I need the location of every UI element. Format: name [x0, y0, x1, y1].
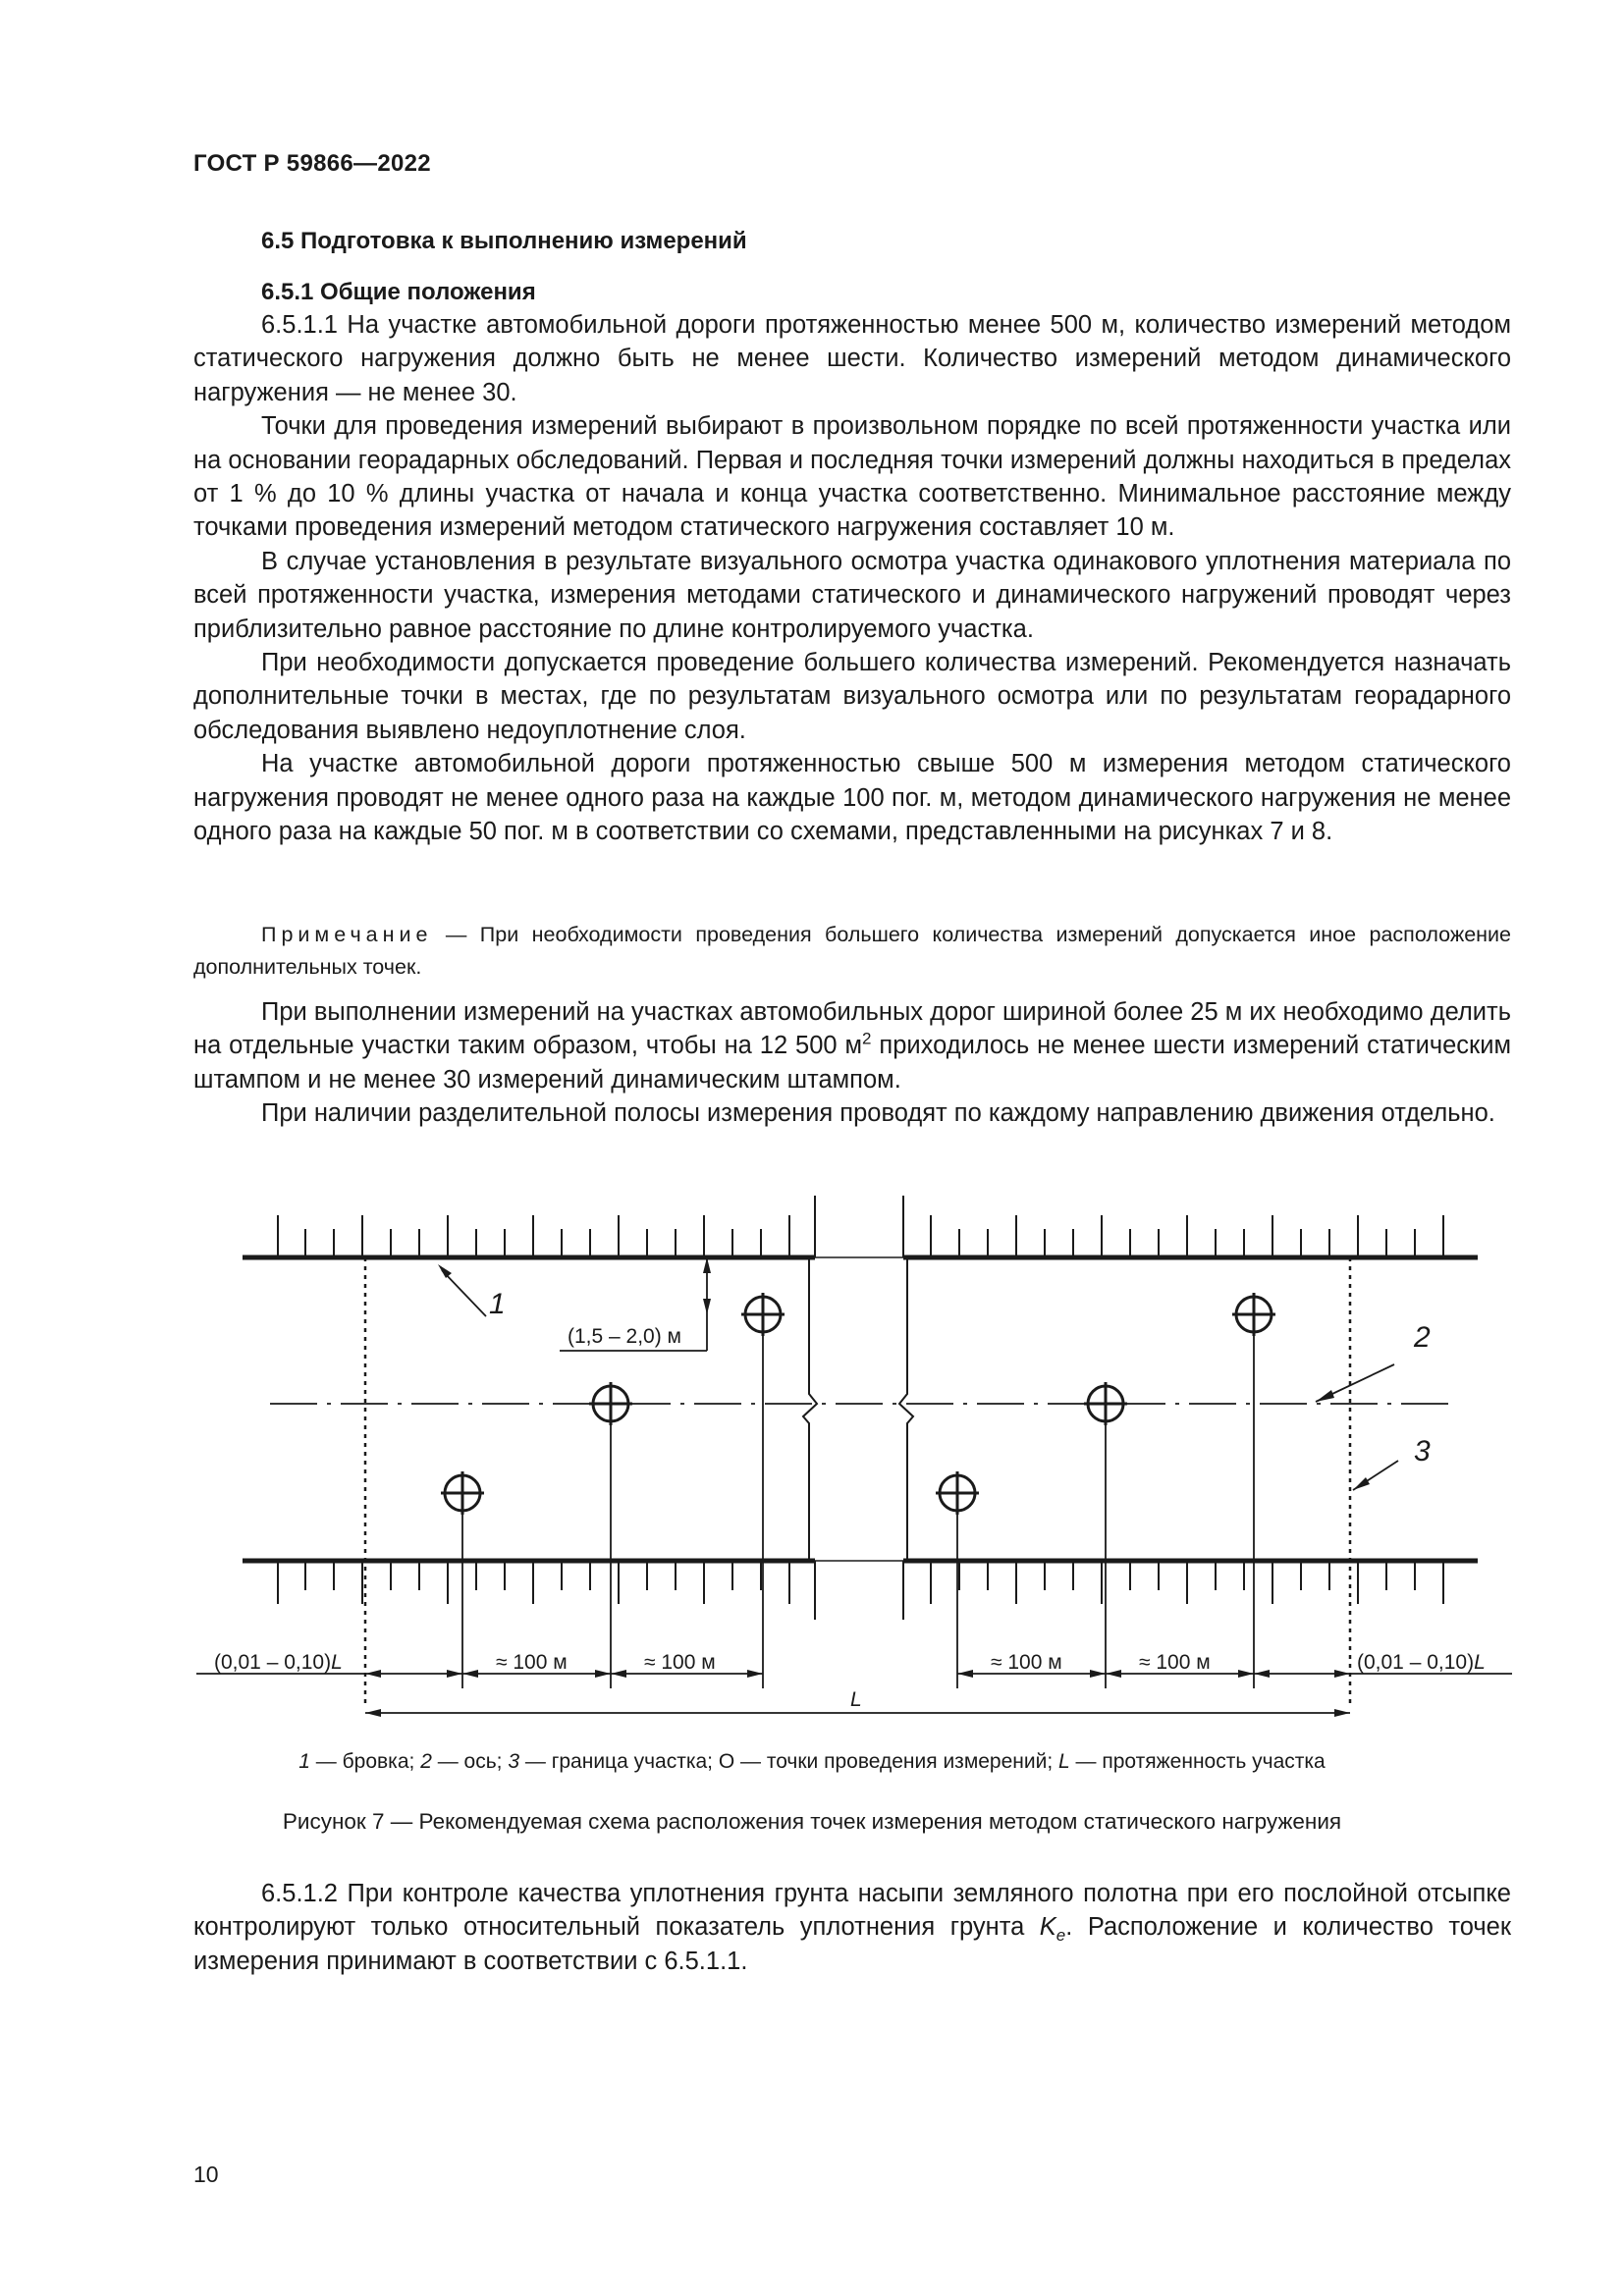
figure-legend: 1 — бровка; 2 — ось; 3 — граница участка; О — точки проведения измерений; L — протяженность участка [298, 1750, 1326, 1773]
paragraph-6-5-1-2: 6.5.1.2 При контроле качества уплотнения грунта насыпи земляного полотна при его послойной отсыпке контролируют только относительный показатель уплотнения грунта $K_e$. Расположение и количество точек измерения принимают в соответствии с 6.5.1.1. [193, 1880, 1511, 1975]
edge-left-label: (0,01 – 0,10)L [214, 1651, 343, 1674]
note-label: Примечание [261, 923, 433, 946]
offset-label: (1,5 – 2,0) м [568, 1325, 681, 1348]
paragraph-additional: При необходимости допускается проведение большего количества измерений. Рекомендуется назначать дополнительные точки в местах, где по результатам визуального осмотра или по результатам георадарного обследования выявлено недоуплотнение слоя. [193, 649, 1511, 744]
ticks-bottom [278, 1561, 1443, 1620]
edge-right-label: (0,01 – 0,10)L [1357, 1651, 1486, 1674]
paragraph-uniform: В случае установления в результате визуального осмотра участка одинакового уплотнения материала по всей протяженности участка, измерения методами статического и динамического нагружений проводят через приблизительно равное расстояние по длине контролируемого участка. [193, 547, 1511, 643]
note-text: — При необходимости проведения большего количества измерений допускается иное расположение дополнительных точек. [193, 923, 1511, 979]
page-number: 10 [193, 2162, 219, 2187]
ticks-top [278, 1196, 1443, 1257]
subsection-title: 6.5.1 Общие положения [261, 279, 536, 305]
spacing-label-3: ≈ 100 м [991, 1651, 1062, 1674]
label-3: 3 [1414, 1435, 1431, 1468]
paragraph-6-5-1-1: 6.5.1.1 На участке автомобильной дороги протяженностью менее 500 м, количество измерений методом статического нагружения должно быть не менее шести. Количество измерений методом динамического нагружения — не менее 30. [193, 311, 1511, 406]
paragraph-long-section: На участке автомобильной дороги протяженностью свыше 500 м измерения методом статического нагружения проводят не менее одного раза на каждые 100 пог. м, методом динамического нагружения не менее одного раза на каждые 50 пог. м в соответствии со схемами, представленными на рисунках 7 и 8. [193, 750, 1511, 846]
spacing-label-2: ≈ 100 м [644, 1651, 716, 1674]
extension-lines [462, 1332, 1254, 1688]
label-1: 1 [489, 1288, 506, 1320]
section-title: 6.5 Подготовка к выполнению измерений [261, 228, 747, 254]
paragraph-wide-road: При выполнении измерений на участках автомобильных дорог шириной более 25 м их необходимо делить на отдельные участки таким образом, чтобы на 12 500 $м^2$ приходилось не менее шести измерений статическим штампом и не менее 30 измерений динамическим штампом. [193, 998, 1511, 1094]
superscript: 2 [862, 1029, 872, 1048]
spacing-label-4: ≈ 100 м [1139, 1651, 1211, 1674]
break-left [803, 1257, 817, 1561]
section-body-3 [193, 1877, 1511, 1978]
label-2: 2 [1414, 1321, 1431, 1354]
figure-caption: Рисунок 7 — Рекомендуемая схема расположения точек измерения методом статического нагружения [282, 1809, 1342, 1834]
break-right [899, 1257, 913, 1561]
total-length-label: L [850, 1688, 862, 1711]
spacing-label-1: ≈ 100 м [496, 1651, 568, 1674]
paragraph-median: При наличии разделительной полосы измерения проводят по каждому направлению движения отдельно. [261, 1099, 1495, 1128]
document-header: ГОСТ Р 59866—2022 [193, 150, 431, 177]
paragraph-points: Точки для проведения измерений выбирают в произвольном порядке по всей протяженности участка или на основании георадарных обследований. Первая и последняя точки измерений должны находиться в пределах от 1 % до 10 % длины участка от начала и конца участка соответственно. Минимальное расстояние между точками проведения измерений методом статического нагружения составляет 10 м. [193, 412, 1511, 542]
